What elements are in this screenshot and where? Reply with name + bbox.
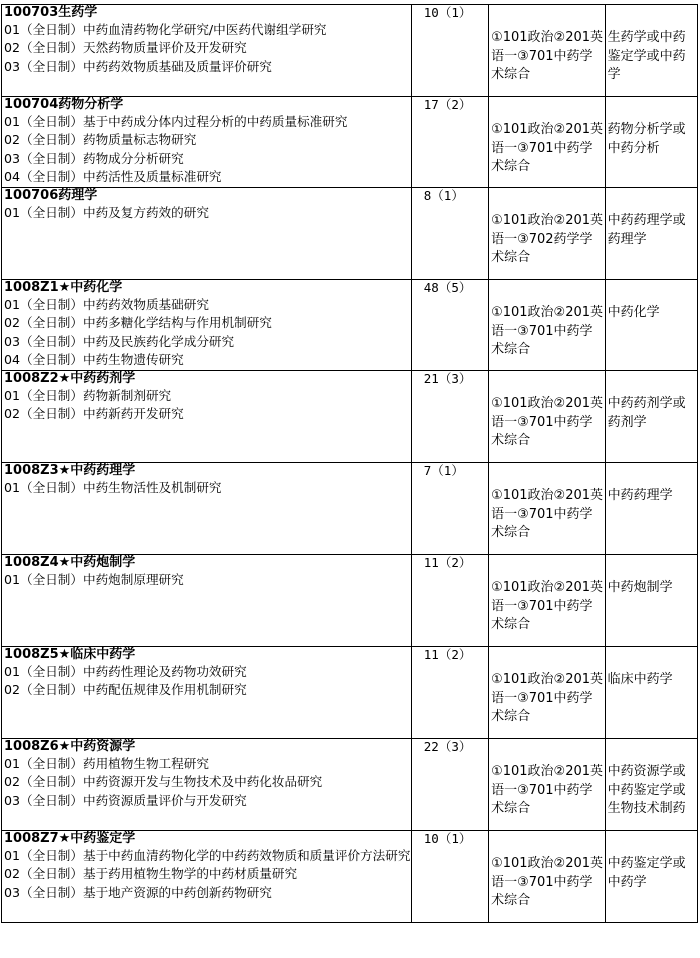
enrollment-cell <box>411 739 488 831</box>
exam-cell <box>489 739 606 831</box>
research-direction: 01（全日制）中药血清药物化学研究/中医药代谢组学研究 <box>4 22 327 37</box>
enrollment-count: 21（3） <box>423 371 472 386</box>
research-direction: 03（全日制）基于地产资源的中药创新药物研究 <box>4 884 272 900</box>
program-title: 1008Z4★中药炮制学 <box>4 555 136 570</box>
program-table <box>1 4 698 923</box>
exam-subjects: ①101政治②201英语一③701中药学术综合 <box>491 764 604 817</box>
exam-subjects: ①101政治②201英语一③701中药学术综合 <box>491 396 604 449</box>
research-direction: 01（全日制）基于中药成分体内过程分析的中药质量标准研究 <box>4 114 348 129</box>
research-direction: 03（全日制）中药药效物质基础及质量评价研究 <box>4 58 272 74</box>
research-direction: 01（全日制）药物新制剂研究 <box>4 388 172 403</box>
program-row <box>2 5 698 97</box>
program-row <box>2 463 698 555</box>
enrollment-cell <box>411 647 488 739</box>
research-direction: 02（全日制）中药多糖化学结构与作用机制研究 <box>4 315 272 331</box>
program-title: 1008Z1★中药化学 <box>4 280 123 295</box>
research-direction: 02（全日制）药物质量标志物研究 <box>4 132 197 148</box>
reference-subject: 中药药理学或药理学 <box>607 213 686 247</box>
reference-subject: 中药化学 <box>607 305 660 320</box>
program-table-body <box>2 5 698 923</box>
program-row <box>2 739 698 831</box>
program-row <box>2 555 698 647</box>
exam-cell <box>489 647 606 739</box>
enrollment-count: 48（5） <box>423 280 472 295</box>
program-cell <box>2 831 412 923</box>
reference-cell <box>605 188 697 280</box>
research-direction: 01（全日制）基于中药血清药物化学的中药药效物质和质量评价方法研究 <box>4 848 411 863</box>
reference-cell <box>605 739 697 831</box>
program-title: 1008Z3★中药药理学 <box>4 463 136 478</box>
research-direction: 01（全日制）中药药效物质基础研究 <box>4 297 209 312</box>
program-cell <box>2 555 412 647</box>
enrollment-count: 7（1） <box>423 463 464 478</box>
exam-cell <box>489 371 606 463</box>
program-cell <box>2 647 412 739</box>
exam-subjects: ①101政治②201英语一③701中药学术综合 <box>491 580 604 633</box>
exam-cell <box>489 463 606 555</box>
program-cell <box>2 5 412 97</box>
program-title: 1008Z2★中药药剂学 <box>4 371 136 386</box>
exam-subjects: ①101政治②201英语一③701中药学术综合 <box>491 856 604 909</box>
exam-cell <box>489 97 606 188</box>
reference-subject: 中药药理学 <box>607 488 673 503</box>
enrollment-count: 17（2） <box>423 97 472 112</box>
enrollment-count: 10（1） <box>423 5 472 20</box>
program-row <box>2 831 698 923</box>
exam-subjects: ①101政治②201英语一③701中药学术综合 <box>491 305 604 358</box>
exam-subjects: ①101政治②201英语一③701中药学术综合 <box>491 122 604 175</box>
program-cell <box>2 463 412 555</box>
research-direction: 01（全日制）中药炮制原理研究 <box>4 572 184 587</box>
program-row <box>2 188 698 280</box>
exam-subjects: ①101政治②201英语一③702药学学术综合 <box>491 213 604 266</box>
reference-subject: 药物分析学或中药分析 <box>607 122 686 156</box>
research-direction: 02（全日制）天然药物质量评价及开发研究 <box>4 40 247 56</box>
exam-cell <box>489 280 606 371</box>
program-title: 100704药物分析学 <box>4 97 124 112</box>
program-cell <box>2 188 412 280</box>
program-cell <box>2 739 412 831</box>
reference-cell <box>605 463 697 555</box>
program-title: 100706药理学 <box>4 188 98 203</box>
program-row <box>2 280 698 371</box>
research-direction: 01（全日制）药用植物生物工程研究 <box>4 756 209 771</box>
enrollment-count: 22（3） <box>423 739 472 754</box>
exam-cell <box>489 555 606 647</box>
program-cell <box>2 280 412 371</box>
enrollment-cell <box>411 280 488 371</box>
exam-subjects: ①101政治②201英语一③701中药学术综合 <box>491 488 604 541</box>
research-direction: 01（全日制）中药药性理论及药物功效研究 <box>4 664 247 679</box>
enrollment-cell <box>411 5 488 97</box>
research-direction: 02（全日制）中药配伍规律及作用机制研究 <box>4 682 247 698</box>
reference-subject: 生药学或中药鉴定学或中药学 <box>607 30 686 83</box>
enrollment-cell <box>411 371 488 463</box>
research-direction: 02（全日制）中药资源开发与生物技术及中药化妆品研究 <box>4 774 323 790</box>
program-row <box>2 371 698 463</box>
enrollment-count: 10（1） <box>423 831 472 846</box>
reference-cell <box>605 371 697 463</box>
reference-subject: 中药资源学或中药鉴定学或生物技术制药 <box>607 764 686 817</box>
reference-cell <box>605 97 697 188</box>
research-direction: 04（全日制）中药生物遗传研究 <box>4 351 184 367</box>
enrollment-cell <box>411 97 488 188</box>
enrollment-count: 11（2） <box>423 555 472 570</box>
program-cell <box>2 97 412 188</box>
reference-cell <box>605 5 697 97</box>
exam-cell <box>489 5 606 97</box>
exam-subjects: ①101政治②201英语一③701中药学术综合 <box>491 30 604 83</box>
enrollment-cell <box>411 831 488 923</box>
enrollment-cell <box>411 188 488 280</box>
reference-subject: 中药鉴定学或中药学 <box>607 856 686 890</box>
enrollment-count: 11（2） <box>423 647 472 662</box>
program-title: 1008Z6★中药资源学 <box>4 739 136 754</box>
program-cell <box>2 371 412 463</box>
program-title: 1008Z5★临床中药学 <box>4 647 136 662</box>
reference-subject: 临床中药学 <box>607 672 673 687</box>
enrollment-cell <box>411 555 488 647</box>
reference-cell <box>605 831 697 923</box>
reference-cell <box>605 280 697 371</box>
research-direction: 03（全日制）中药资源质量评价与开发研究 <box>4 792 247 808</box>
reference-cell <box>605 555 697 647</box>
program-title: 1008Z7★中药鉴定学 <box>4 831 136 846</box>
program-row <box>2 97 698 188</box>
research-direction: 01（全日制）中药生物活性及机制研究 <box>4 480 222 495</box>
reference-cell <box>605 647 697 739</box>
research-direction: 02（全日制）中药新药开发研究 <box>4 406 184 422</box>
program-row <box>2 647 698 739</box>
exam-subjects: ①101政治②201英语一③701中药学术综合 <box>491 672 604 725</box>
research-direction: 04（全日制）中药活性及质量标准研究 <box>4 168 222 184</box>
research-direction: 01（全日制）中药及复方药效的研究 <box>4 205 209 220</box>
reference-subject: 中药药剂学或药剂学 <box>607 396 686 430</box>
exam-cell <box>489 188 606 280</box>
research-direction: 03（全日制）中药及民族药化学成分研究 <box>4 333 235 349</box>
enrollment-count: 8（1） <box>423 188 464 203</box>
research-direction: 03（全日制）药物成分分析研究 <box>4 150 184 166</box>
exam-cell <box>489 831 606 923</box>
enrollment-cell <box>411 463 488 555</box>
reference-subject: 中药炮制学 <box>607 580 673 595</box>
program-title: 100703生药学 <box>4 5 98 20</box>
research-direction: 02（全日制）基于药用植物生物学的中药材质量研究 <box>4 866 298 882</box>
